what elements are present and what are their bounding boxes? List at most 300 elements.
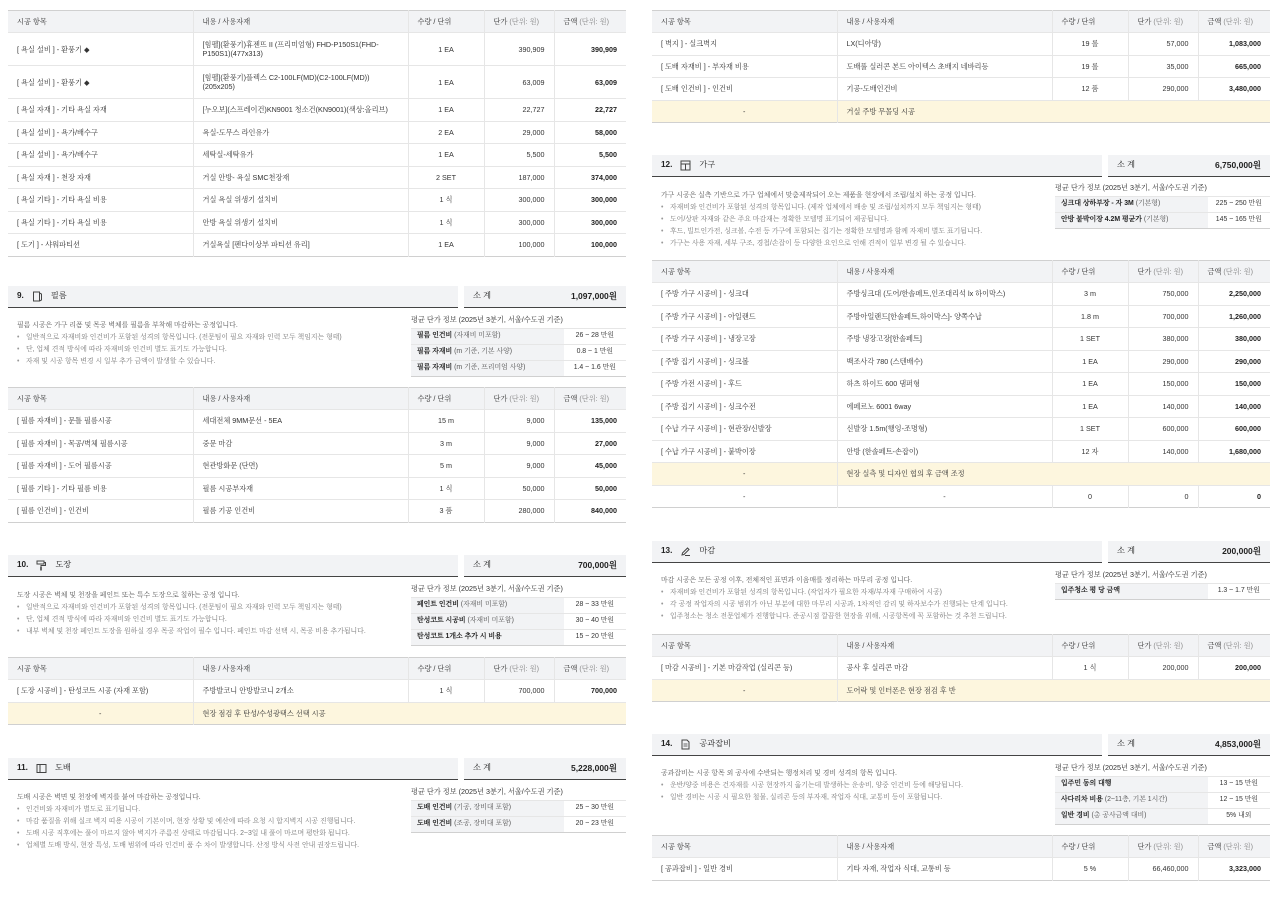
- qty-cell: 1 SET: [1052, 328, 1128, 351]
- section-13-avg-price: [1055, 570, 1270, 600]
- table-header-row: [8, 11, 626, 33]
- avg-price-item: 입주청소 평 당 금액: [1061, 587, 1120, 595]
- avg-price-row: [411, 361, 626, 377]
- section-title: 마감: [699, 546, 716, 556]
- header-label: 시공 항목: [661, 842, 691, 851]
- film-icon: [32, 291, 43, 302]
- header-unit: (단위: 원): [1223, 267, 1254, 276]
- content-cell: [힘펠](환풍기)휴젠뜨 II (프리미엄형) FHD-P150S1(FHD-P150S1)(477x313): [193, 33, 408, 66]
- amount-cell: 200,000: [1198, 657, 1270, 680]
- th-amount: [1198, 261, 1270, 283]
- header-label: 금액: [563, 664, 578, 673]
- unit-price-cell: 700,000: [484, 680, 554, 703]
- amount-cell: 665,000: [1198, 55, 1270, 78]
- avg-price-qualifier: (자재비 미포함): [460, 601, 508, 609]
- th-unit-price: [484, 11, 554, 33]
- subtotal-label: 소 계: [473, 560, 492, 570]
- avg-price-note: (2025년 3분기, 서울/수도권 기준): [458, 787, 563, 796]
- bullet-item: • 마감 품질을 위해 실크 벽지 띠용 시공이 기본이며, 현장 상황 및 예산에 따라 요청 시 합지벽지 시공 진행됩니다.: [17, 816, 407, 828]
- avg-price-row: [1055, 777, 1270, 793]
- table-row: [8, 144, 626, 167]
- item-cell: [ 도기 ] - 샤워파티션: [8, 234, 193, 257]
- qty-cell: 12 품: [1052, 78, 1128, 101]
- item-cell: [ 필름 자재비 ] - 문틀 필름시공: [8, 410, 193, 433]
- header-label: 수량 / 단위: [1061, 641, 1096, 650]
- item-cell: [ 욕실 기타 ] - 기타 욕실 비용: [8, 189, 193, 212]
- amount-cell: 22,727: [554, 99, 626, 122]
- note-dash: -: [8, 702, 193, 725]
- avg-price-note: (2025년 3분기, 서울/수도권 기준): [1102, 183, 1207, 192]
- table-header-row: [652, 836, 1270, 858]
- section-number: 9.: [17, 291, 24, 301]
- avg-price-note: (2025년 3분기, 서울/수도권 기준): [1102, 763, 1207, 772]
- section-title-bar: [8, 555, 458, 577]
- header-label: 단가: [493, 664, 508, 673]
- section-10-header: [8, 555, 626, 577]
- avg-price-key: [1055, 793, 1208, 809]
- furniture-table-block: [652, 260, 1270, 508]
- table-row: [8, 234, 626, 257]
- content-cell: 주방발코니 안방발코니 2개소: [193, 680, 408, 703]
- avg-price-row: [411, 801, 626, 817]
- table-row: [652, 350, 1270, 373]
- content-cell: 주방싱크대 (도어/한솔페트,인조대리석 lx 하이막스): [837, 283, 1052, 306]
- avg-price-item: 필름 자재비: [417, 348, 453, 356]
- section-14-avg-price: [1055, 763, 1270, 825]
- note-dash: -: [652, 100, 837, 123]
- paint-table-block: [8, 657, 626, 725]
- avg-price-qualifier: (m 기준, 기본 사양): [454, 348, 513, 356]
- section-title: 도배: [54, 763, 71, 773]
- qty-cell: 1 EA: [1052, 350, 1128, 373]
- avg-price-qualifier: (조공, 장비대 포함): [454, 820, 512, 828]
- unit-price-cell: 600,000: [1128, 418, 1198, 441]
- unit-price-cell: 280,000: [484, 500, 554, 523]
- header-unit: (단위: 원): [579, 394, 610, 403]
- qty-cell: 5 m: [408, 455, 484, 478]
- subtotal-label: 소 계: [1117, 160, 1136, 170]
- subtotal-bar: [464, 286, 626, 308]
- content-cell: 거실욕실 [펜다이상부 파티션 유리]: [193, 234, 408, 257]
- bullet-item: • 자재 및 시공 항목 변경 시 일부 추가 금액이 발생할 수 있습니다.: [17, 356, 407, 368]
- qty-cell: 1 식: [1052, 657, 1128, 680]
- avg-price-range: 12 ~ 15 만원: [1208, 793, 1270, 809]
- blank-cell: 0: [1198, 485, 1270, 508]
- subtotal-bar: [1108, 541, 1270, 563]
- item-cell: [ 주방 가구 시공비 ] - 아일랜드: [652, 305, 837, 328]
- table-row: [8, 99, 626, 122]
- unit-price-cell: 29,000: [484, 121, 554, 144]
- description-bullets: [17, 332, 407, 368]
- amount-cell: 100,000: [554, 234, 626, 257]
- description-bullets: [661, 780, 1051, 804]
- content-cell: 신발장 1.5m(행잉-조명형): [837, 418, 1052, 441]
- avg-price-row: [411, 614, 626, 630]
- description-bullets: [17, 602, 407, 638]
- finish-items-table: [652, 634, 1270, 702]
- subtotal-value: 200,000원: [1222, 546, 1261, 557]
- section-title: 가구: [699, 160, 716, 170]
- th-qty: [408, 11, 484, 33]
- header-unit: (단위: 원): [1153, 17, 1184, 26]
- bullet-item: • 일반적으로 자재비와 인건비가 포함된 성격의 항목입니다. (전문팀이 필요 자재와 인력 모두 책임지는 형태): [17, 602, 407, 614]
- avg-price-table: [1055, 776, 1270, 825]
- table-header-row: [8, 388, 626, 410]
- avg-price-row: [1055, 793, 1270, 809]
- avg-price-label: 평균 단가 정보: [1055, 763, 1101, 772]
- qty-cell: 12 자: [1052, 440, 1128, 463]
- item-cell: [ 주방 가전 시공비 ] - 후드: [652, 373, 837, 396]
- amount-cell: 1,083,000: [1198, 33, 1270, 56]
- unit-price-cell: 50,000: [484, 477, 554, 500]
- amount-cell: 374,000: [554, 166, 626, 189]
- subtotal-label: 소 계: [1117, 739, 1136, 749]
- unit-price-cell: 390,909: [484, 33, 554, 66]
- section-12-description: [661, 190, 1051, 250]
- paint-roller-icon: [36, 560, 47, 571]
- item-cell: [ 필름 기타 ] - 기타 필름 비용: [8, 477, 193, 500]
- header-label: 시공 항목: [661, 267, 691, 276]
- section-9-description: [17, 320, 407, 368]
- avg-price-item: 도배 인건비: [417, 820, 453, 828]
- section-11-description: [17, 792, 407, 852]
- table-row: [652, 395, 1270, 418]
- avg-price-item: 입주민 동의 대행: [1061, 780, 1112, 788]
- avg-price-label: 평균 단가 정보: [1055, 570, 1101, 579]
- unit-price-cell: 290,000: [1128, 350, 1198, 373]
- item-cell: [ 주방 집기 시공비 ] - 싱크볼: [652, 350, 837, 373]
- unit-price-cell: 66,460,000: [1128, 858, 1198, 881]
- wallpaper-icon: [36, 763, 47, 774]
- wallpaper-items-table: [652, 10, 1270, 123]
- avg-price-key: [411, 345, 564, 361]
- table-row: [8, 432, 626, 455]
- unit-price-cell: 9,000: [484, 410, 554, 433]
- section-10-description: [17, 590, 407, 638]
- header-unit: (단위: 원): [509, 664, 540, 673]
- unit-price-cell: 380,000: [1128, 328, 1198, 351]
- th-content: [193, 658, 408, 680]
- avg-price-heading: [411, 787, 626, 796]
- qty-cell: 1 EA: [408, 144, 484, 167]
- avg-price-qualifier: (2~11층, 기본 1시간): [1104, 796, 1168, 804]
- header-label: 내용 / 사용자재: [202, 394, 251, 403]
- amount-cell: 1,680,000: [1198, 440, 1270, 463]
- content-cell: 주방아일랜드[한솔페트,하이막스]- 양쪽수납: [837, 305, 1052, 328]
- bullet-item: • 운반/양중 비용은 건자재를 시공 현장까지 옮기는데 발생하는 운송비, 양중 인건비 등에 해당됩니다.: [661, 780, 1051, 792]
- subtotal-value: 4,853,000원: [1214, 739, 1261, 750]
- unit-price-cell: 200,000: [1128, 657, 1198, 680]
- table-header-row: [652, 11, 1270, 33]
- header-label: 수량 / 단위: [417, 394, 452, 403]
- avg-price-label: 평균 단가 정보: [411, 787, 457, 796]
- qty-cell: 3 품: [408, 500, 484, 523]
- avg-price-range: 13 ~ 15 만원: [1208, 777, 1270, 793]
- avg-price-range: 1.3 ~ 1.7 만원: [1208, 584, 1270, 600]
- table-row: [652, 440, 1270, 463]
- qty-cell: 19 롤: [1052, 33, 1128, 56]
- content-cell: 하츠 하이드 600 댐퍼형: [837, 373, 1052, 396]
- th-qty: [1052, 261, 1128, 283]
- avg-price-heading: [411, 315, 626, 324]
- section-11-header: [8, 758, 626, 780]
- th-qty: [1052, 11, 1128, 33]
- avg-price-row: [1055, 197, 1270, 213]
- amount-cell: 150,000: [1198, 373, 1270, 396]
- avg-price-key: [411, 614, 564, 630]
- subtotal-bar: [1108, 155, 1270, 177]
- th-item: [652, 11, 837, 33]
- avg-price-note: (2025년 3분기, 서울/수도권 기준): [1102, 570, 1207, 579]
- header-label: 금액: [563, 394, 578, 403]
- section-number: 11.: [17, 763, 28, 773]
- qty-cell: 1 식: [408, 189, 484, 212]
- avg-price-heading: [1055, 570, 1270, 579]
- avg-price-range: 15 ~ 20 만원: [564, 630, 626, 646]
- content-cell: [힘펠](환풍기)플렉스 C2-100LF(MD)(C2-100LF(MD))(205x205): [193, 66, 408, 99]
- subtotal-value: 1,097,000원: [570, 291, 617, 302]
- unit-price-cell: 150,000: [1128, 373, 1198, 396]
- table-row: [8, 189, 626, 212]
- note-text: 현장 실측 및 디자인 협의 후 금액 조정: [837, 463, 1270, 486]
- qty-cell: 2 EA: [408, 121, 484, 144]
- item-cell: [ 주방 가구 시공비 ] - 냉장고장: [652, 328, 837, 351]
- header-label: 금액: [1207, 842, 1222, 851]
- th-qty: [1052, 836, 1128, 858]
- amount-cell: 3,480,000: [1198, 78, 1270, 101]
- avg-price-item: 사다리차 비용: [1061, 796, 1103, 804]
- content-cell: LX(디아망): [837, 33, 1052, 56]
- item-cell: [ 주방 가구 시공비 ] - 싱크대: [652, 283, 837, 306]
- section-12-avg-price: [1055, 183, 1270, 229]
- table-row: [8, 166, 626, 189]
- avg-price-key: [1055, 777, 1208, 793]
- avg-price-range: 145 ~ 165 만원: [1208, 213, 1270, 229]
- avg-price-row: [411, 630, 626, 646]
- item-cell: [ 필름 자재비 ] - 목공/벽체 필름시공: [8, 432, 193, 455]
- header-label: 수량 / 단위: [417, 664, 452, 673]
- content-cell: 안방 욕실 위생기 설치비: [193, 211, 408, 234]
- header-label: 단가: [1137, 842, 1152, 851]
- header-label: 내용 / 사용자재: [202, 664, 251, 673]
- amount-cell: 300,000: [554, 189, 626, 212]
- content-cell: 거실 안방- 욕실 SMC천장재: [193, 166, 408, 189]
- section-title: 필름: [50, 291, 67, 301]
- unit-price-cell: 187,000: [484, 166, 554, 189]
- avg-price-label: 평균 단가 정보: [1055, 183, 1101, 192]
- th-content: [193, 11, 408, 33]
- qty-cell: 1 EA: [408, 99, 484, 122]
- content-cell: 기타 자재, 작업자 식대, 교통비 등: [837, 858, 1052, 881]
- avg-price-key: [1055, 197, 1208, 213]
- avg-price-row: [1055, 213, 1270, 229]
- header-label: 금액: [1207, 267, 1222, 276]
- bullet-item: • 도어/상판 자재와 같은 주요 마감재는 정확한 모델명 표기되어 제공됩니다.: [661, 214, 1051, 226]
- unit-price-cell: 140,000: [1128, 440, 1198, 463]
- th-item: [652, 836, 837, 858]
- content-cell: 안방 (한솔페트-손잡이): [837, 440, 1052, 463]
- qty-cell: 19 롤: [1052, 55, 1128, 78]
- bullet-item: • 내부 벽체 및 천장 페인트 도장을 원하실 경우 목공 작업이 필수 입니다. 페인트 마감 선택 시, 목공 비용 추가됩니다.: [17, 626, 407, 638]
- content-cell: 기공-도배인건비: [837, 78, 1052, 101]
- item-cell: [ 욕실 설비 ] - 욕가/배수구: [8, 121, 193, 144]
- item-cell: [ 주방 집기 시공비 ] - 싱크수전: [652, 395, 837, 418]
- section-14-description: [661, 768, 1051, 804]
- header-label: 수량 / 단위: [1061, 267, 1096, 276]
- th-item: [8, 388, 193, 410]
- section-9-avg-price: [411, 315, 626, 377]
- th-item: [652, 261, 837, 283]
- subtotal-value: 700,000원: [578, 560, 617, 571]
- table-header-row: [652, 635, 1270, 657]
- description-bullets: [661, 587, 1051, 623]
- item-cell: [ 도장 시공비 ] - 탄성코트 시공 (자재 포함): [8, 680, 193, 703]
- item-cell: [ 마감 시공비 ] - 기본 마감작업 (실리콘 등): [652, 657, 837, 680]
- th-amount: [1198, 11, 1270, 33]
- section-title: 공과잡비: [699, 739, 732, 749]
- avg-price-range: 225 ~ 250 만원: [1208, 197, 1270, 213]
- bullet-item: • 자재비와 인건비가 포함된 성격의 항목입니다. (작업자가 필요한 자재/부자재 구매하여 시공): [661, 587, 1051, 599]
- header-label: 내용 / 사용자재: [846, 17, 895, 26]
- item-cell: [ 욕실 기타 ] - 기타 욕실 비용: [8, 211, 193, 234]
- avg-price-row: [1055, 584, 1270, 600]
- section-12-header: [652, 155, 1270, 177]
- item-cell: [ 욕실 자재 ] - 천장 자재: [8, 166, 193, 189]
- description-bullets: [17, 804, 407, 852]
- avg-price-row: [411, 345, 626, 361]
- th-qty: [408, 658, 484, 680]
- section-number: 13.: [661, 546, 673, 556]
- th-amount: [1198, 836, 1270, 858]
- avg-price-qualifier: (m 기준, 프리미엄 사양): [454, 364, 526, 372]
- qty-cell: 1.8 m: [1052, 305, 1128, 328]
- note-row: [652, 100, 1270, 123]
- avg-price-qualifier: (기본형): [1135, 200, 1161, 208]
- table-header-row: [652, 261, 1270, 283]
- unit-price-cell: 9,000: [484, 455, 554, 478]
- description-intro: 가구 시공은 실측 기반으로 가구 업체에서 맞춤제작되어 오는 제품을 현장에서 조립/설치 하는 공정 입니다.: [661, 192, 976, 199]
- qty-cell: 15 m: [408, 410, 484, 433]
- unit-price-cell: 57,000: [1128, 33, 1198, 56]
- unit-price-cell: 750,000: [1128, 283, 1198, 306]
- section-title-bar: [652, 155, 1102, 177]
- furniture-items-table: [652, 260, 1270, 508]
- th-unit-price: [484, 388, 554, 410]
- amount-cell: 135,000: [554, 410, 626, 433]
- th-amount: [1198, 635, 1270, 657]
- header-label: 수량 / 단위: [1061, 17, 1096, 26]
- qty-cell: 3 m: [1052, 283, 1128, 306]
- left-column: [8, 0, 626, 901]
- header-label: 단가: [1137, 267, 1152, 276]
- bullet-item: • 단, 업체 견적 방식에 따라 자재비와 인건비 별도 표기도 가능합니다.: [17, 344, 407, 356]
- bullet-item: • 가구는 사용 자재, 세부 구조, 경첩/손잡이 등 다양한 요인으로 인해 견적이 일부 변경 될 수 있습니다.: [661, 238, 1051, 250]
- misc-items-table: [652, 835, 1270, 881]
- avg-price-qualifier: (자재비 미포함): [454, 332, 501, 340]
- avg-price-key: [411, 801, 564, 817]
- avg-price-range: 20 ~ 23 만원: [564, 817, 626, 833]
- subtotal-value: 5,228,000원: [570, 763, 617, 774]
- bath-table-block: [8, 10, 626, 257]
- avg-price-item: 탄성코트 1개소 추가 시 비용: [417, 633, 502, 641]
- th-unit-price: [1128, 635, 1198, 657]
- unit-price-cell: 700,000: [1128, 305, 1198, 328]
- unit-price-cell: 35,000: [1128, 55, 1198, 78]
- table-row: [8, 66, 626, 99]
- th-unit-price: [1128, 261, 1198, 283]
- bath-items-table: [8, 10, 626, 257]
- note-text: 도어락 및 인터폰은 현장 점검 후 반: [837, 679, 1270, 702]
- amount-cell: 300,000: [554, 211, 626, 234]
- avg-price-range: 28 ~ 33 만원: [564, 598, 626, 614]
- avg-price-key: [1055, 584, 1208, 600]
- bullet-item: • 일반적으로 자재비와 인건비가 포함된 성격의 항목입니다. (전문팀이 필요 자재와 인력 모두 책임지는 형태): [17, 332, 407, 344]
- avg-price-key: [1055, 213, 1208, 229]
- header-label: 수량 / 단위: [1061, 842, 1096, 851]
- amount-cell: 58,000: [554, 121, 626, 144]
- qty-cell: 1 EA: [408, 33, 484, 66]
- document-icon: [680, 739, 691, 750]
- avg-price-item: 안방 붙박이장 4.2M 평균가: [1061, 216, 1142, 224]
- table-row: [8, 455, 626, 478]
- content-cell: 도배풀 실러콘 본드 아이텍스 초배지 네바리등: [837, 55, 1052, 78]
- header-unit: (단위: 원): [1153, 267, 1184, 276]
- section-11-avg-price: [411, 787, 626, 833]
- subtotal-bar: [1108, 734, 1270, 756]
- section-14-header: [652, 734, 1270, 756]
- avg-price-table: [1055, 583, 1270, 600]
- content-cell: [누오보](스프레이건)KN9001 청소건(KN9001)(색상:올리브): [193, 99, 408, 122]
- subtotal-label: 소 계: [1117, 546, 1136, 556]
- finish-table-block: [652, 634, 1270, 702]
- avg-price-row: [1055, 809, 1270, 825]
- table-row: [652, 373, 1270, 396]
- table-row: [8, 33, 626, 66]
- amount-cell: 700,000: [554, 680, 626, 703]
- avg-price-table: [411, 597, 626, 646]
- content-cell: 공사 후 실리콘 마감: [837, 657, 1052, 680]
- bullet-item: • 단, 업체 견적 방식에 따라 자재비와 인건비 별도 표기도 가능합니다.: [17, 614, 407, 626]
- header-label: 단가: [1137, 17, 1152, 26]
- film-table-block: [8, 387, 626, 523]
- blank-cell: -: [837, 485, 1052, 508]
- note-text: 현장 점검 후 탄성/수성광택스 선택 시공: [193, 702, 626, 725]
- header-label: 시공 항목: [661, 641, 691, 650]
- table-row: [652, 78, 1270, 101]
- avg-price-qualifier: (총 공사금액 대비): [1091, 812, 1147, 820]
- amount-cell: 380,000: [1198, 328, 1270, 351]
- bullet-item: • 입주청소는 청소 전문업체가 진행합니다. 준공시점 깔끔한 현장을 위해, 시공항목에 꼭 포함하는 것 추천 드립니다.: [661, 611, 1051, 623]
- header-label: 시공 항목: [17, 17, 47, 26]
- section-title-bar: [8, 286, 458, 308]
- header-label: 내용 / 사용자재: [846, 641, 895, 650]
- avg-price-item: 일반 경비: [1061, 812, 1090, 820]
- avg-price-table: [411, 328, 626, 377]
- blank-cell: 0: [1052, 485, 1128, 508]
- th-amount: [554, 11, 626, 33]
- section-number: 10.: [17, 560, 29, 570]
- avg-price-key: [1055, 809, 1208, 825]
- content-cell: 세대전체 9MM문선 - 5EA: [193, 410, 408, 433]
- misc-table-block: [652, 835, 1270, 881]
- avg-price-note: (2025년 3분기, 서울/수도권 기준): [458, 315, 563, 324]
- table-row: [8, 211, 626, 234]
- content-cell: 필름 기공 인건비: [193, 500, 408, 523]
- pencil-icon: [680, 546, 691, 557]
- amount-cell: 840,000: [554, 500, 626, 523]
- subtotal-bar: [464, 555, 626, 577]
- item-cell: [ 필름 인건비 ] - 인건비: [8, 500, 193, 523]
